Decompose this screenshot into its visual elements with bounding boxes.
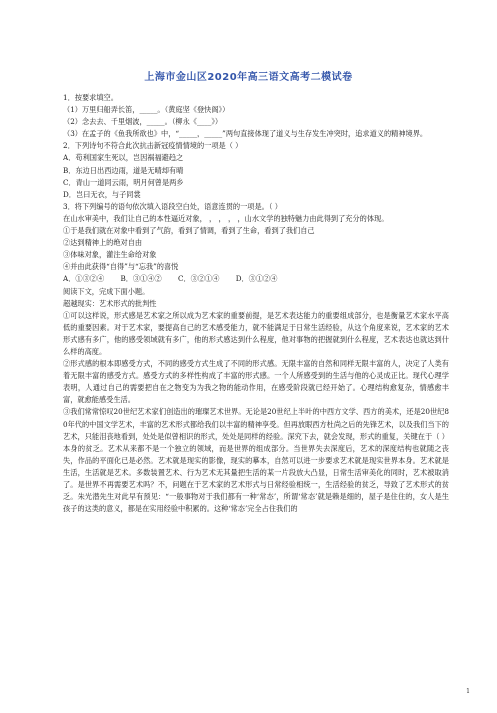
option-b: B．③①④② (120, 274, 162, 284)
article-paragraph-3: ③我们常常惊叹20世纪艺术家们创造出的璀璨艺术世界。无论是20世纪上半叶的中西方文学、西方的美术，还是20世纪80年代的中国文学艺术，丰富的艺术形式都给我们以丰富的精神享受。但再放眼西方杜尚之后的先锋艺术，以及我们当下的艺术，只能泪丧地看到，处处是似曾相识的形式，处处是同样的经验。深究下去，就会发现，形式的重复，关键在于（ ）本身的贫乏。艺术从来都不是一个独立的领域，而是世界的组成部分。当世界失去深度后，艺术的深度结构也就随之丧失，作品的平面化已是必然。艺术就是现实的影像，现实的摹本，自然可以进一步要求艺术就是现实世界本身。艺术就是生活，生活就是艺术。多数装置艺术、行为艺术无其量把生活的某一片段放大凸显，日常生活审美化的同时，艺术被取消了。是世界不再需要艺术吗？不，问题在于艺术家的艺术形式与日常经验相统一，生活经验的贫乏，导致了艺术形式的贫乏。朱光潜先生对此早有预见：“一般事物对于我们都有一种‘常态’，所谓‘常态’就是赖是细的，屋子是住住的，女人是生孩子的这类的意义，都是在实用经验中积累的。这种‘常态’完全占住我们的 (63, 407, 449, 514)
document-body (63, 92, 449, 515)
article-paragraph-2: ②形式感的根本即感受方式，不同的感受方式生成了不同的形式感。无限丰富的自然和同样无限丰富的人，决定了人类有着无限丰富的感受方式。感受方式的多样性构成了丰富的形式感。一个人所感受到的生活与他的心灵成正比。现代心理学表明，人通过自己的需要把自在之物变为为我之物的能动作用，在感受阶段就已经开始了。心理结构愈复杂，情感愈丰富，就愈能感受生活。 (63, 359, 449, 405)
question-1: 1．按要求填空。 (63, 93, 118, 102)
page-title: 上海市金山区2020年高三语文高考二模试卷 (144, 72, 353, 83)
question-2-option-d: D．岂曰无衣，与子同裳 (63, 189, 141, 199)
question-1-part-2: （2）念去去、千里烟波，_____。（柳永《____》） (63, 117, 223, 127)
question-1-part-3: （3）在孟子的《鱼我所欲也》中，“_____，_____”两句直接体现了道义与生存发生冲突时，追求道义的精神境界。 (63, 129, 428, 139)
option-a: A．①③②④ (63, 274, 105, 284)
option-c: C．③②①④ (177, 274, 220, 284)
article-paragraph-1: ①可以这样说，形式感是艺术家之所以成为艺术家的重要前提，是艺术表达能力的重要组成部分，也是衡量艺术家水平高低的重要因素。对于艺术家，要提高自己的艺术感受能力，就不能满足于日常生活经验，从这个角度来说，艺术家的艺术形式感有多广，他的感受领域就有多广，他的形式感达到什么程度，他对事物的把握就到什么程度，艺术表达也就达到什么样的高度。 (63, 310, 449, 356)
question-1-part-1: （1）万里归船弄长笛，_____。（黄庭坚《登快阁》） (63, 105, 230, 115)
question-3: 3．将下列编号的语句依次填入语段空白处，语意连贯的一项是。（ ） (63, 201, 282, 211)
question-2-option-a: A．苟利国家生死以，岂因祸福避趋之 (63, 153, 184, 163)
article-title: 超越现实：艺术形式的批判性 (63, 298, 157, 308)
sentence-1: ①于是我们就在对象中看到了气韵，看到了情调，看到了生命，看到了我们自己 (63, 226, 315, 236)
question-3-options (63, 273, 449, 285)
page-number: 1 (466, 688, 470, 695)
question-2-option-b: B．东边日出西边雨，道是无晴却有晴 (63, 165, 184, 175)
option-d: D．③①②④ (235, 274, 278, 284)
question-2: 2．下列诗句不符合此次抗击新冠疫情情境的一项是（ ） (63, 141, 243, 151)
question-2-option-c: C．青山一道同云雨，明月何曾是两乡 (63, 177, 184, 187)
sentence-2: ②达到精神上的绝对自由 (63, 238, 143, 248)
reading-instruction: 阅读下文，完成下面小题。 (63, 286, 150, 296)
sentence-3: ③体味对象，灌注生命给对象 (63, 250, 157, 260)
question-3-passage: 在山水审美中，我们让自己的本性逼近对象， ， ， ， ，山水文学的独特魅力由此得到了充分的体现。 (63, 213, 389, 223)
sentence-4: ④并由此获得“自得”与“忘我”的喜悦 (63, 262, 179, 272)
